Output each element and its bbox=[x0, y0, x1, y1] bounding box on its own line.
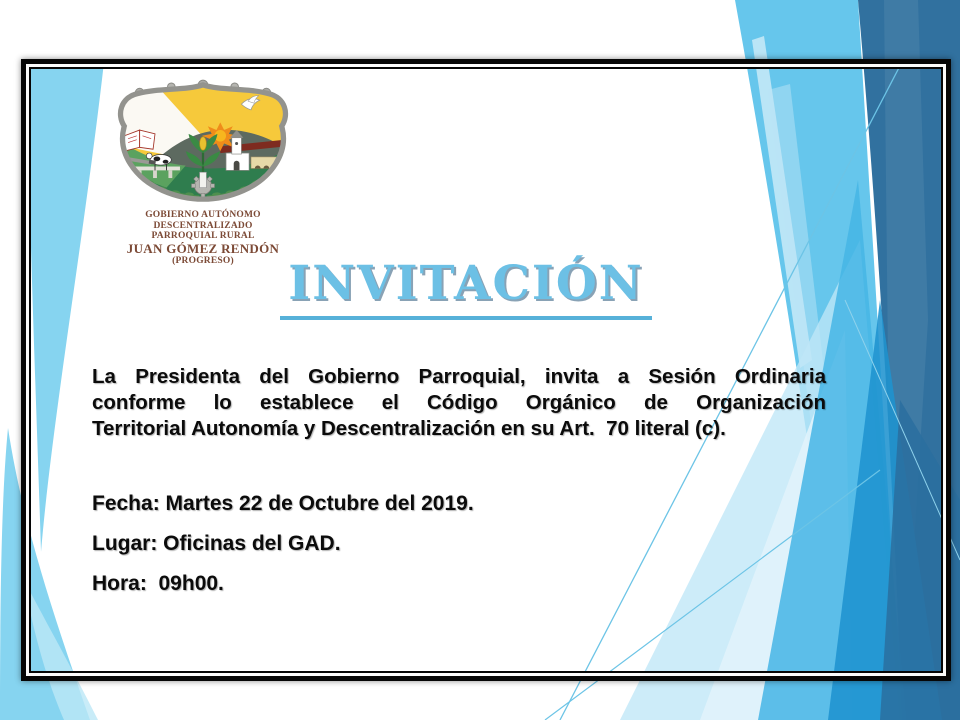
body-line-2: conforme lo establece el Código Orgánico de Organización bbox=[92, 391, 826, 414]
coat-of-arms-icon bbox=[107, 78, 299, 208]
title-wrap bbox=[120, 256, 812, 320]
detail-lugar: Lugar: Oficinas del GAD. bbox=[92, 532, 341, 555]
detail-fecha: Fecha: Martes 22 de Octubre del 2019. bbox=[92, 492, 474, 515]
event-details bbox=[92, 492, 692, 612]
crest-org-line1: GOBIERNO AUTÓNOMO DESCENTRALIZADO bbox=[145, 210, 261, 231]
detail-hora: Hora: 09h00. bbox=[92, 572, 224, 595]
body-line-1: La Presidenta del Gobierno Parroquial, invita a Sesión Ordinaria bbox=[92, 365, 826, 388]
page-title: INVITACIÓN bbox=[280, 256, 652, 320]
invitation-body bbox=[92, 364, 826, 442]
crest-block bbox=[96, 78, 310, 267]
crest-org-line2: PARROQUIAL RURAL bbox=[151, 231, 255, 242]
crest-org-subname: (PROGRESO) bbox=[172, 256, 234, 267]
crest-org-name: JUAN GÓMEZ RENDÓN bbox=[126, 240, 280, 256]
body-line-3: Territorial Autonomía y Descentralización en su Art. 70 literal (c). bbox=[92, 417, 726, 440]
